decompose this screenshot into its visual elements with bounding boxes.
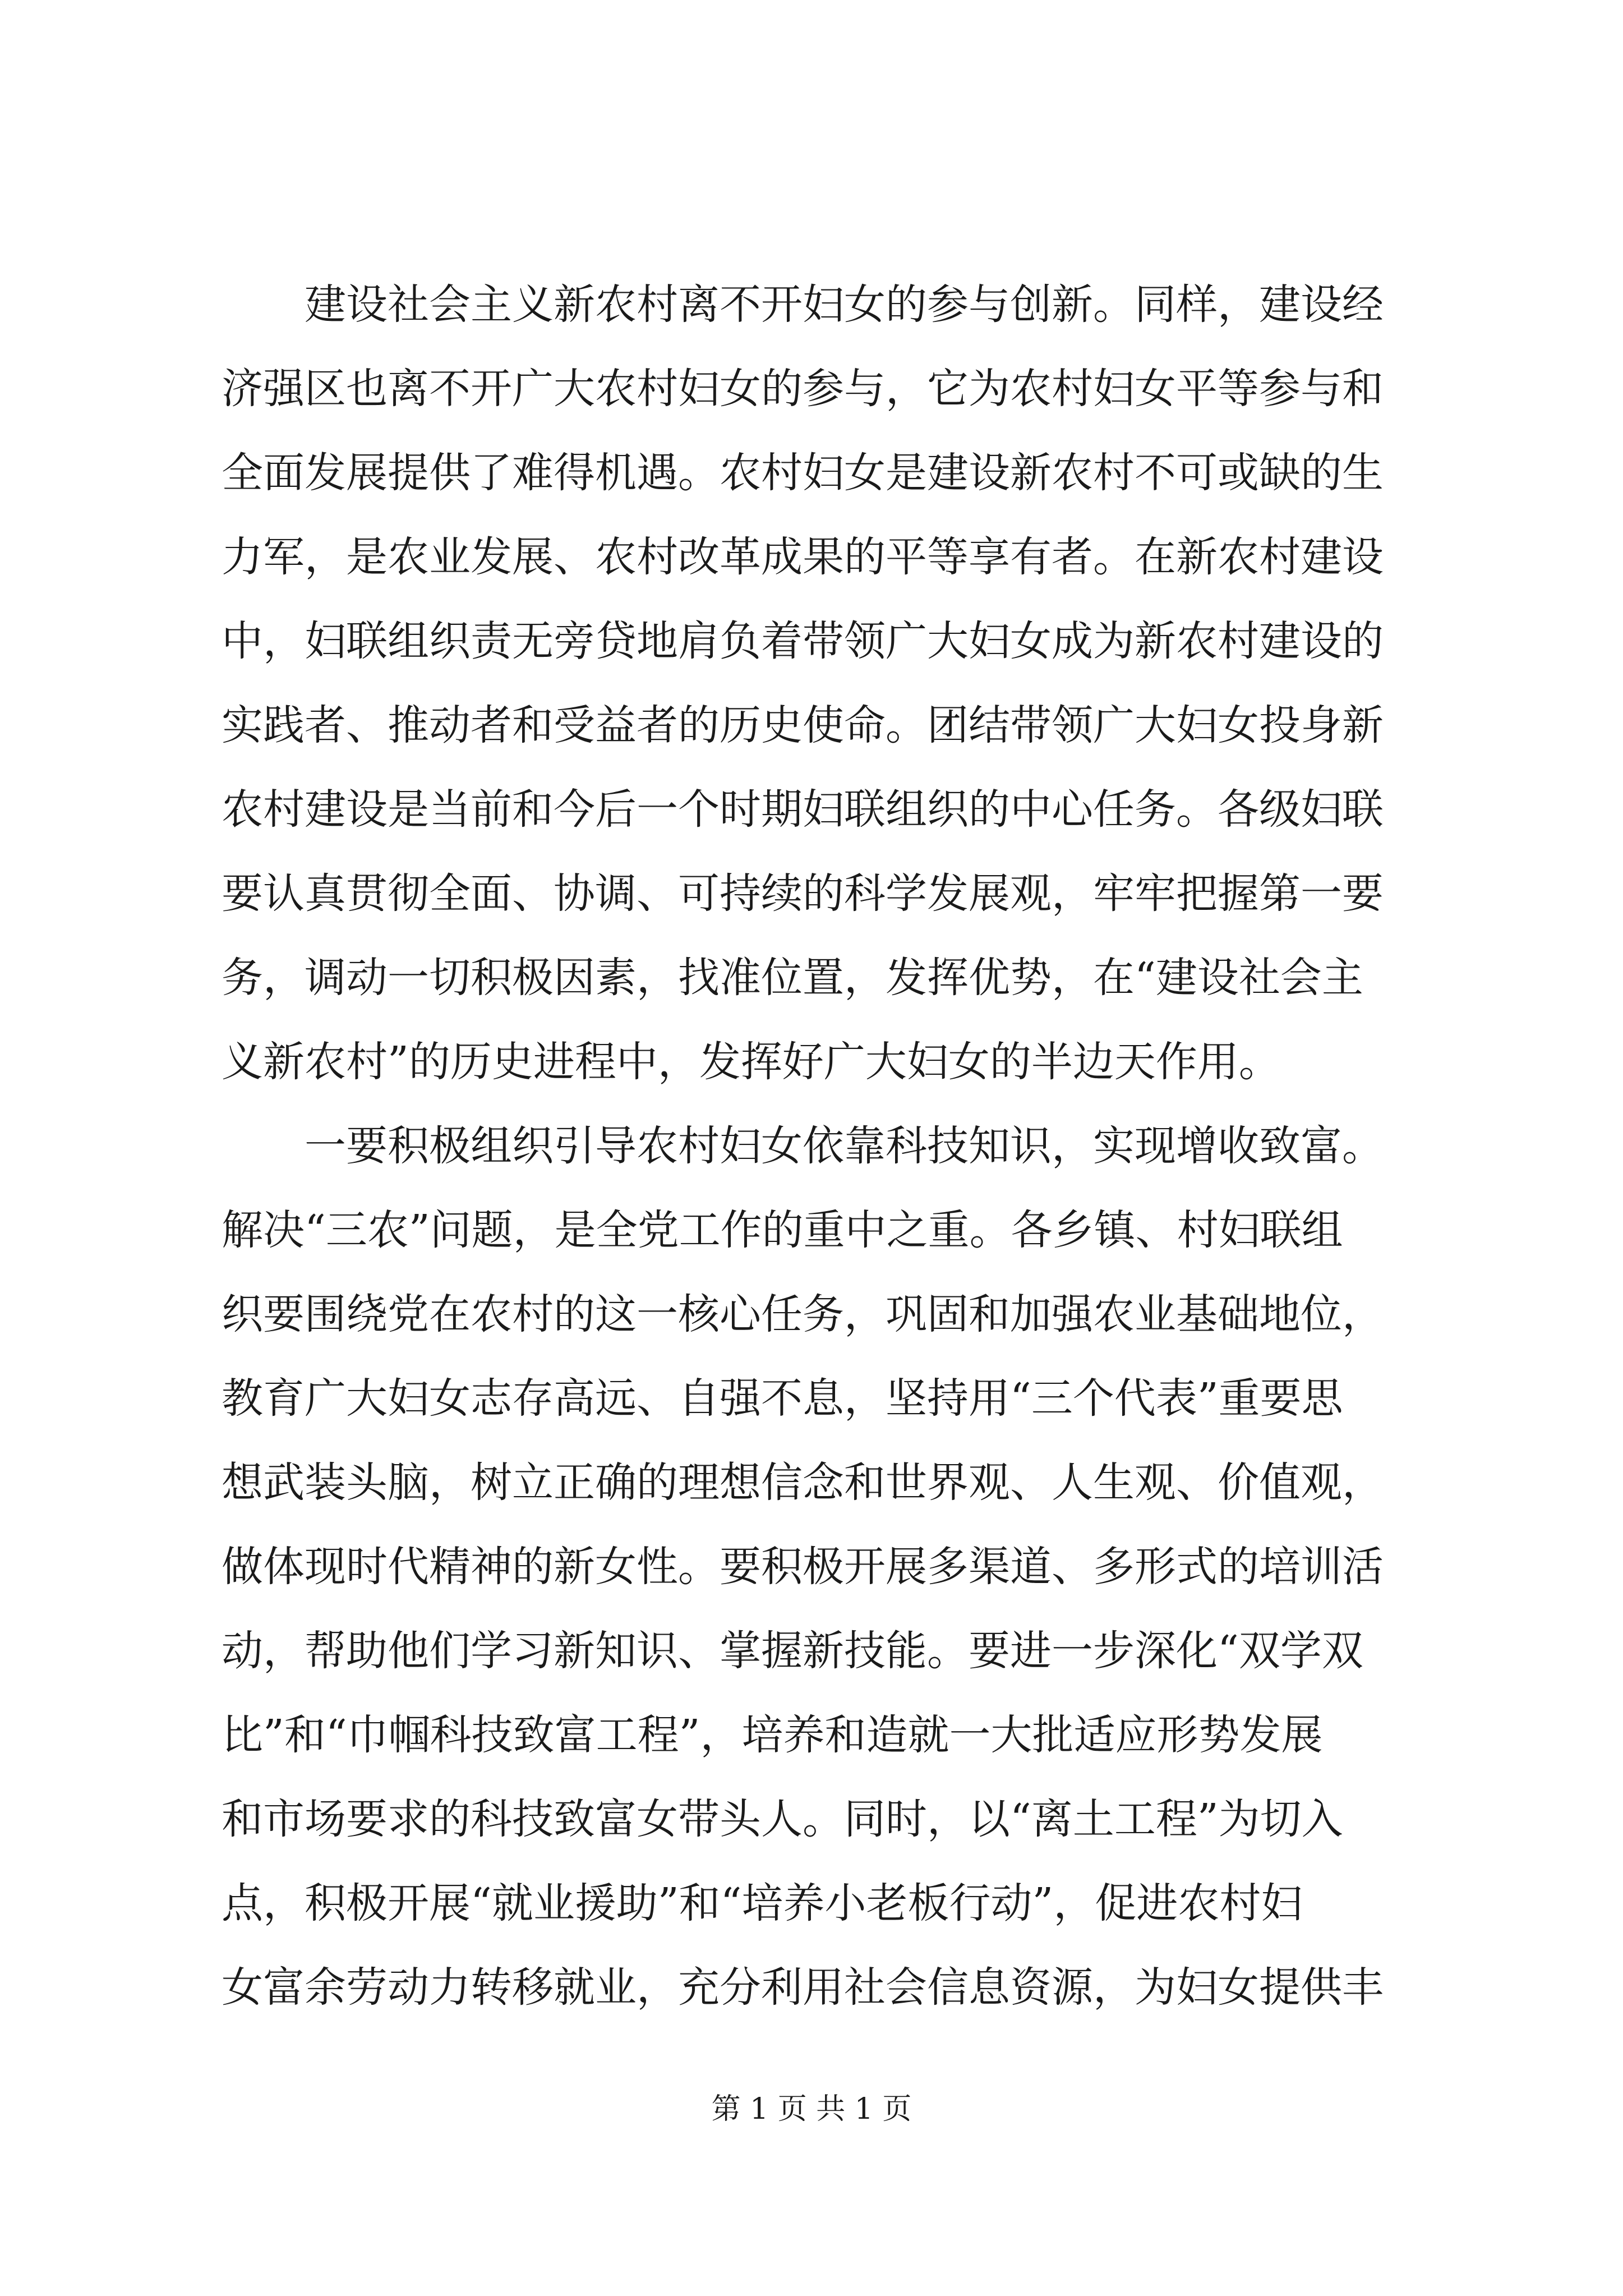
paragraph-1-line: 实践者、推动者和受益者的历史使命。团结带领广大妇女投身新 <box>222 701 1384 749</box>
paragraph-2-line: 和市场要求的科技致富女带头人。同时，以“离土工程”为切入 <box>222 1795 1343 1843</box>
paragraph-2-line: 织要围绕党在农村的这一核心任务，巩固和加强农业基础地位， <box>222 1290 1384 1338</box>
paragraph-2-line: 比”和“巾帼科技致富工程”，培养和造就一大批适应形势发展 <box>222 1711 1323 1759</box>
paragraph-2-line: 想武装头脑，树立正确的理想信念和世界观、人生观、价值观， <box>222 1458 1384 1507</box>
paragraph-1-line: 力军，是农业发展、农村改革成果的平等享有者。在新农村建设 <box>222 533 1384 581</box>
paragraph-2-line: 点，积极开展“就业援助”和“培养小老板行动”，促进农村妇 <box>222 1879 1303 1927</box>
paragraph-2-line: 一要积极组织引导农村妇女依靠科技知识，实现增收致富。 <box>305 1122 1384 1170</box>
paragraph-1-line: 义新农村”的历史进程中，发挥好广大妇女的半边天作用。 <box>222 1038 1280 1086</box>
paragraph-1-line: 农村建设是当前和今后一个时期妇联组织的中心任务。各级妇联 <box>222 785 1384 834</box>
body-text <box>222 263 1422 2030</box>
paragraph-1-line: 中，妇联组织责无旁贷地肩负着带领广大妇女成为新农村建设的 <box>222 617 1384 665</box>
paragraph-2-line: 动，帮助他们学习新知识、掌握新技能。要进一步深化“双学双 <box>222 1627 1363 1675</box>
paragraph-2-line: 教育广大妇女志存高远、自强不息，坚持用“三个代表”重要思 <box>222 1374 1343 1423</box>
paragraph-1-line: 全面发展提供了难得机遇。农村妇女是建设新农村不可或缺的生 <box>222 449 1384 497</box>
paragraph-1-line: 要认真贯彻全面、协调、可持续的科学发展观，牢牢把握第一要 <box>222 869 1384 918</box>
page-number-label: 第 1 页 共 1 页 <box>711 2092 912 2126</box>
paragraph-2-line: 解决“三农”问题，是全党工作的重中之重。各乡镇、村妇联组 <box>222 1206 1343 1254</box>
paragraph-2-line: 做体现时代精神的新女性。要积极开展多渠道、多形式的培训活 <box>222 1543 1384 1591</box>
paragraph-1-line: 济强区也离不开广大农村妇女的参与，它为农村妇女平等参与和 <box>222 365 1384 413</box>
paragraph-2-line: 女富余劳动力转移就业，充分利用社会信息资源，为妇女提供丰 <box>222 1963 1384 2012</box>
paragraph-1-line: 建设社会主义新农村离不开妇女的参与创新。同样，建设经 <box>305 280 1384 329</box>
page-footer <box>0 2087 1623 2132</box>
paragraph-1-line: 务，调动一切积极因素，找准位置，发挥优势，在“建设社会主 <box>222 954 1363 1002</box>
